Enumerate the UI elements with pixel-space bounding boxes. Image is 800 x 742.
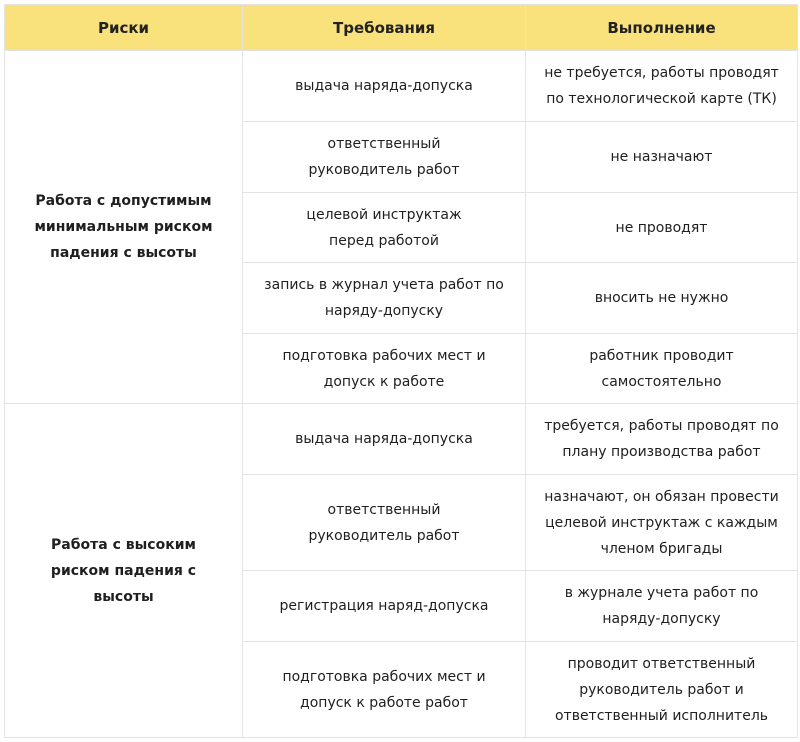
risk-cell-high: Работа с высоким риском падения с высоты [5,404,243,738]
requirement-cell: выдача наряда-допуска [243,404,526,475]
requirement-cell: подготовка рабочих мест и допуск к работе работ [243,642,526,738]
requirement-cell: ответственный руководитель работ [243,122,526,193]
execution-cell: проводит ответственный руководитель работ и ответственный исполнитель [526,642,798,738]
execution-cell: работник проводит самостоятельно [526,334,798,404]
requirement-cell: подготовка рабочих мест и допуск к работе [243,334,526,404]
execution-cell: вносить не нужно [526,263,798,334]
table-row [5,51,798,122]
header-row [5,5,798,51]
requirement-cell: ответственный руководитель работ [243,475,526,571]
requirement-cell: регистрация наряд-допуска [243,571,526,642]
execution-cell: не требуется, работы проводят по технологической карте (ТК) [526,51,798,122]
requirement-cell: выдача наряда-допуска [243,51,526,122]
header-requirements: Требования [243,5,526,51]
execution-cell: в журнале учета работ по наряду-допуску [526,571,798,642]
execution-cell: требуется, работы проводят по плану производства работ [526,404,798,475]
risk-cell-minimal: Работа с допустимым минимальным риском падения с высоты [5,51,243,404]
header-execution: Выполнение [526,5,798,51]
table-row [5,404,798,475]
execution-cell: не назначают [526,122,798,193]
execution-cell: назначают, он обязан провести целевой инструктаж с каждым членом бригады [526,475,798,571]
execution-cell: не проводят [526,193,798,263]
requirement-cell: целевой инструктаж перед работой [243,193,526,263]
header-risks: Риски [5,5,243,51]
requirement-cell: запись в журнал учета работ по наряду-допуску [243,263,526,334]
risk-table [4,4,798,738]
